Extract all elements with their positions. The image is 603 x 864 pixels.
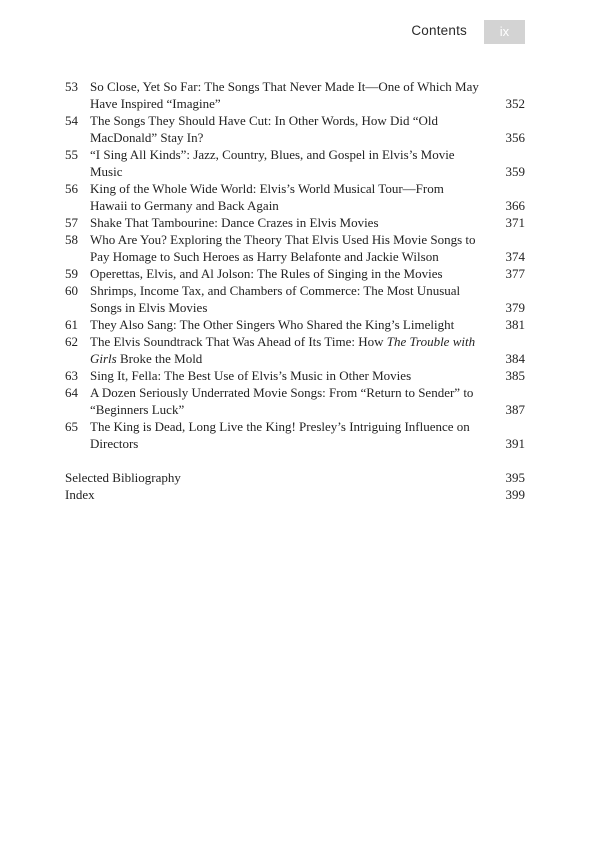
- chapter-page: 371: [505, 215, 525, 230]
- chapter-title: Shrimps, Income Tax, and Chambers of Commerce: The Most Unusual Songs in Elvis Movies: [90, 283, 461, 315]
- toc-entry: [65, 78, 525, 112]
- chapter-number: 57: [65, 215, 78, 230]
- section-page: 395: [505, 470, 525, 485]
- chapter-title: So Close, Yet So Far: The Songs That Never Made It—One of Which May Have Inspired “Imagine”: [90, 79, 479, 111]
- chapter-number: 64: [65, 385, 78, 400]
- chapter-title: They Also Sang: The Other Singers Who Shared the King’s Limelight: [90, 317, 455, 332]
- toc-entry: [65, 367, 525, 384]
- chapter-page: 384: [505, 351, 525, 366]
- chapter-title-text: Broke the Mold: [116, 351, 203, 366]
- chapter-title: The Songs They Should Have Cut: In Other Words, How Did “Old MacDonald” Stay In?: [90, 113, 438, 145]
- toc-entry: [65, 384, 525, 418]
- toc-entry: [65, 231, 525, 265]
- chapter-number: 63: [65, 368, 78, 383]
- running-head: [0, 20, 603, 44]
- toc-entry-index: [65, 486, 525, 503]
- chapter-title: Who Are You? Exploring the Theory That Elvis Used His Movie Songs to Pay Homage to Such Heroes as Harry Belafonte and Jackie Wilson: [90, 232, 476, 264]
- chapter-page: 359: [505, 164, 525, 179]
- toc-entry: [65, 112, 525, 146]
- toc-entry: [65, 214, 525, 231]
- chapter-number: 59: [65, 266, 78, 281]
- chapter-title: Sing It, Fella: The Best Use of Elvis’s Music in Other Movies: [90, 368, 412, 383]
- chapter-number: 53: [65, 79, 78, 94]
- chapter-number: 62: [65, 334, 78, 349]
- chapter-page: 366: [505, 198, 525, 213]
- back-matter: [65, 469, 525, 503]
- toc-entry: [65, 282, 525, 316]
- chapter-page: 385: [505, 368, 525, 383]
- chapter-number: 54: [65, 113, 78, 128]
- chapter-title: Shake That Tambourine: Dance Crazes in Elvis Movies: [90, 215, 379, 230]
- chapter-title: A Dozen Seriously Underrated Movie Songs: From “Return to Sender” to “Beginners Luck”: [90, 385, 474, 417]
- toc-entry: [65, 146, 525, 180]
- chapter-title: The King is Dead, Long Live the King! Presley’s Intriguing Influence on Directors: [90, 419, 470, 451]
- film-title-italic: The Trouble with Girls: [90, 334, 476, 366]
- toc-entry-bibliography: [65, 469, 525, 486]
- toc-entry: [65, 180, 525, 214]
- page-number-box: ix: [484, 20, 525, 44]
- chapter-page: 352: [505, 96, 525, 111]
- toc-entry: [65, 418, 525, 452]
- section-page: 399: [505, 487, 525, 502]
- chapter-number: 58: [65, 232, 78, 247]
- chapter-page: 356: [505, 130, 525, 145]
- chapter-number: 60: [65, 283, 78, 298]
- table-of-contents: [65, 78, 525, 452]
- chapter-title: “I Sing All Kinds”: Jazz, Country, Blues, and Gospel in Elvis’s Movie Music: [90, 147, 455, 179]
- running-head-title: Contents: [411, 23, 467, 38]
- chapter-number: 55: [65, 147, 78, 162]
- chapter-number: 61: [65, 317, 78, 332]
- chapter-page: 374: [505, 249, 525, 264]
- chapter-title: [65, 333, 525, 367]
- toc-entry: [65, 333, 525, 367]
- chapter-page: 379: [505, 300, 525, 315]
- chapter-page: 391: [505, 436, 525, 451]
- toc-entry: [65, 265, 525, 282]
- section-title: Selected Bibliography: [65, 470, 181, 485]
- chapter-page: 377: [505, 266, 525, 281]
- chapter-page: 381: [505, 317, 525, 332]
- chapter-title: Operettas, Elvis, and Al Jolson: The Rules of Singing in the Movies: [90, 266, 443, 281]
- chapter-title: King of the Whole Wide World: Elvis’s World Musical Tour—From Hawaii to Germany and Back Again: [90, 181, 444, 213]
- toc-entry: [65, 316, 525, 333]
- chapter-number: 56: [65, 181, 78, 196]
- chapter-title-text: The Elvis Soundtrack That Was Ahead of Its Time: How: [90, 334, 387, 349]
- chapter-number: 65: [65, 419, 78, 434]
- chapter-page: 387: [505, 402, 525, 417]
- section-title: Index: [65, 487, 95, 502]
